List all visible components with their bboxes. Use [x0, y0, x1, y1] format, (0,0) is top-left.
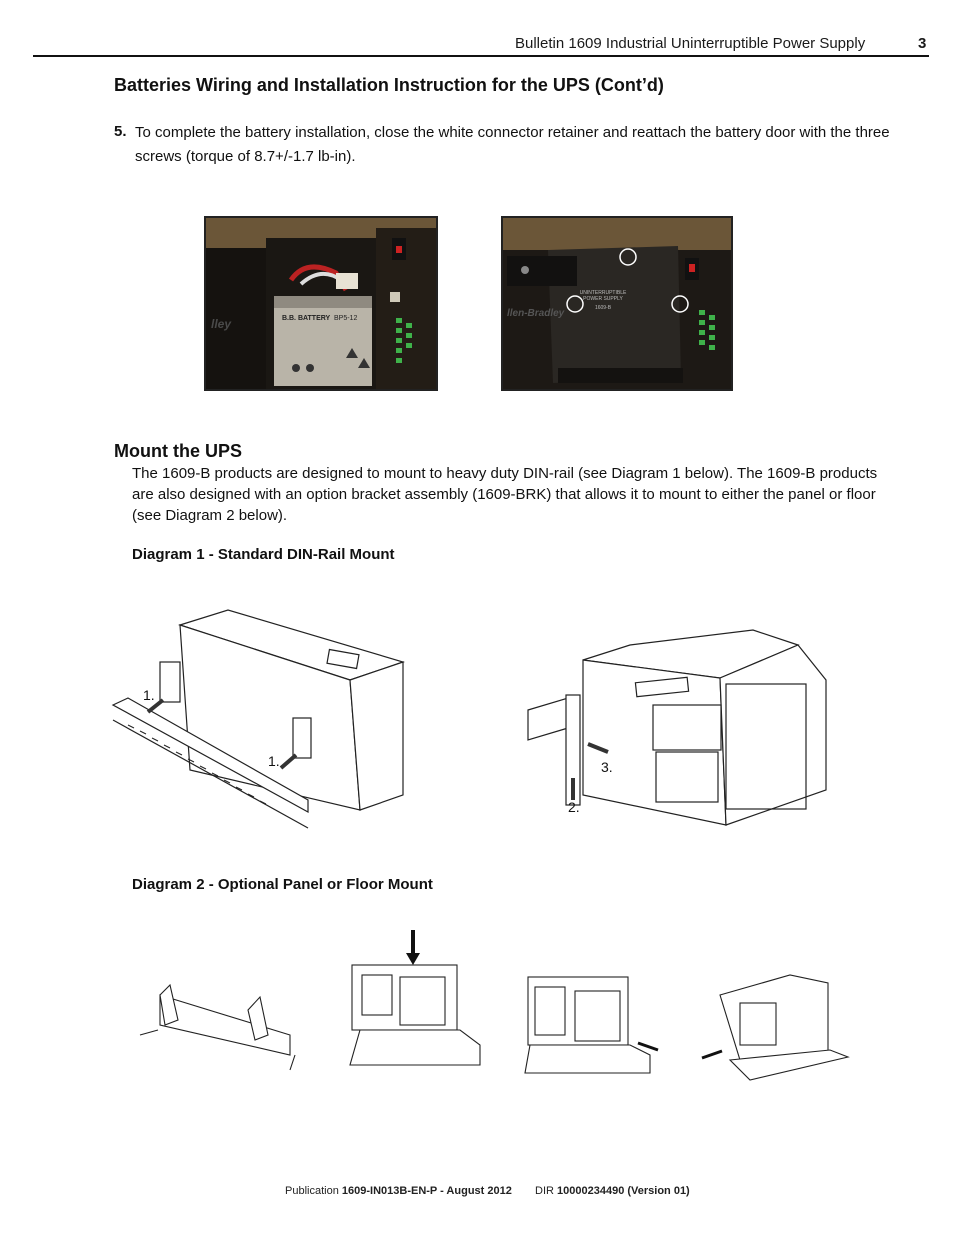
- footer-dir-id: 10000234490 (Version 01): [557, 1185, 690, 1197]
- footer-publication-id: 1609-IN013B-EN-P - August 2012: [341, 1185, 512, 1197]
- din-rail-mount-diagram: [108, 600, 838, 832]
- diagram1-label-left-b: 1.: [268, 753, 280, 769]
- panel-floor-mount-diagram: [130, 925, 850, 1085]
- panel-model-label: 1609-B: [594, 305, 612, 311]
- diagram1-title: Diagram 1 - Standard DIN-Rail Mount: [132, 546, 395, 563]
- battery-compartment-photo: [204, 216, 438, 391]
- diagram1-label-right-a: 3.: [601, 759, 613, 775]
- header-title: Bulletin 1609 Industrial Uninterruptible Power Supply: [515, 35, 866, 52]
- battery-brand-label: B.B. BATTERY: [282, 315, 331, 322]
- diagram1-label-left-a: 1.: [143, 687, 155, 703]
- svg-text:llen-Bradley: llen-Bradley: [507, 308, 565, 319]
- step-text: To complete the battery installation, close the white connector retainer and reattach the battery door with the three screws (torque of 8.7+/-1.7 lb-in).: [135, 124, 890, 165]
- diagram2-title: Diagram 2 - Optional Panel or Floor Mount: [132, 876, 433, 893]
- footer-dir: [535, 1185, 690, 1197]
- page-number: 3: [918, 35, 927, 52]
- step-number: 5.: [114, 123, 127, 140]
- header-rule: [33, 55, 929, 57]
- section-title: Batteries Wiring and Installation Instruction for the UPS (Cont’d): [114, 75, 664, 95]
- panel-label-line1: UNINTERRUPTIBLE: [579, 290, 627, 296]
- battery-model-label: BP5-12: [334, 315, 358, 322]
- footer-publication: [285, 1185, 512, 1197]
- footer-dir-label: DIR: [535, 1185, 554, 1197]
- footer-publication-label: Publication: [285, 1185, 339, 1197]
- mount-section-title: Mount the UPS: [114, 441, 242, 461]
- battery-door-photo: [501, 216, 733, 391]
- panel-label-line2: POWER SUPPLY: [583, 296, 623, 302]
- mount-description: The 1609-B products are designed to mount to heavy duty DIN-rail (see Diagram 1 below). The 1609-B products are also designed with an option bracket assembly (1609-BRK) that allows it to mount to either the panel or floor (see Diagram 2 below).: [132, 465, 878, 524]
- diagram1-label-right-b: 2.: [568, 799, 580, 815]
- svg-text:lley: lley: [211, 317, 232, 331]
